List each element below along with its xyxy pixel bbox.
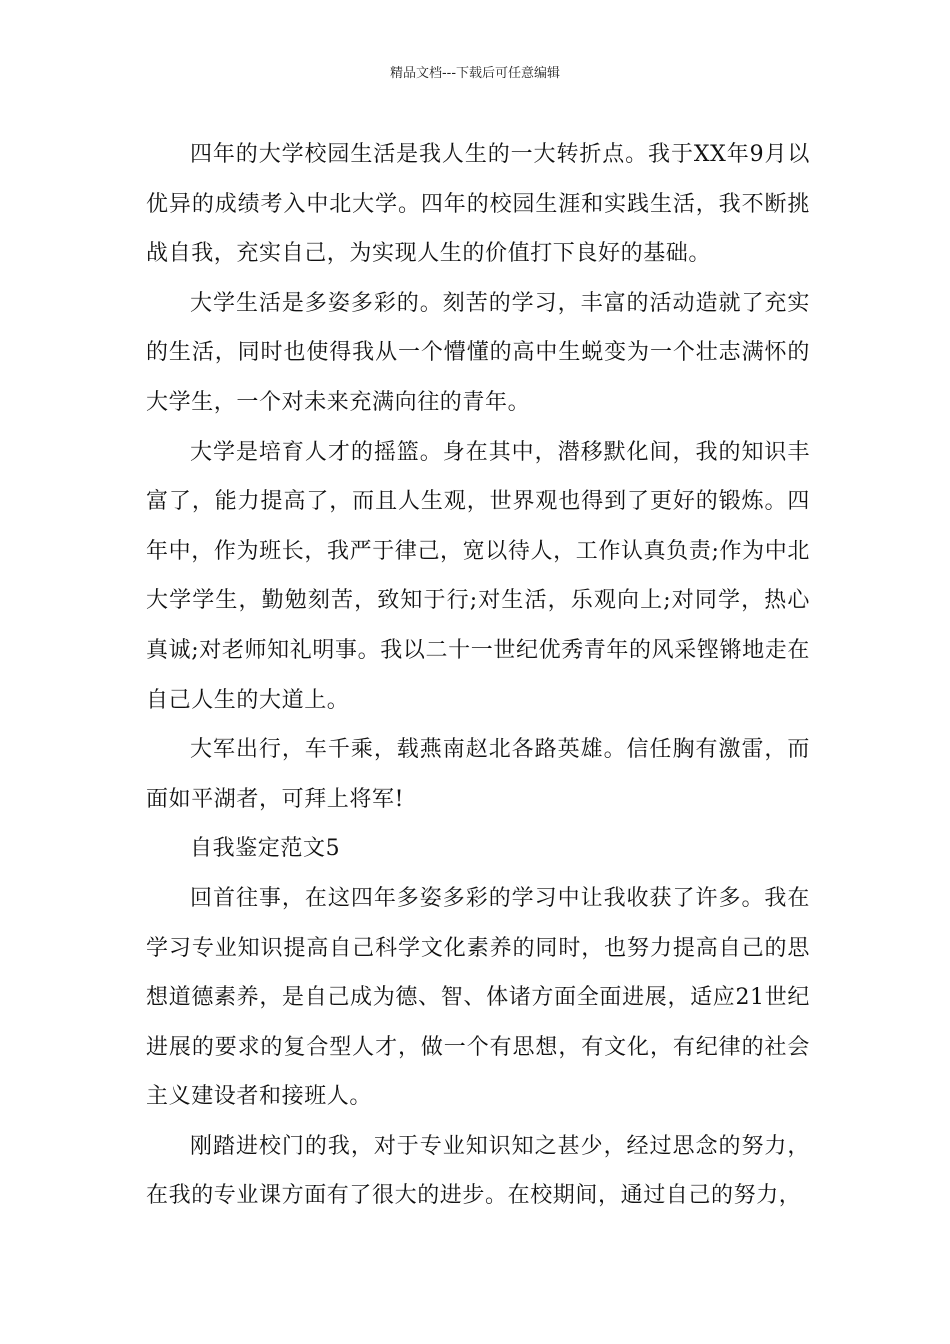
paragraph-3: 大学是培育人才的摇篮。身在其中，潜移默化间，我的知识丰富了，能力提高了，而且人生观，世界观也得到了更好的锻炼。四年中，作为班长，我严于律己，宽以待人，工作认真负责;作为中北大学学生，勤勉刻苦，致知于行;对生活，乐观向上;对同学，热心真诚;对老师知礼明事。我以二十一世纪优秀青年的风采铿锵地走在自己人生的大道上。 — [146, 439, 810, 713]
section-heading: 自我鉴定范文5 — [190, 836, 341, 862]
page-header: 精品文档---下载后可任意编辑 — [389, 66, 561, 81]
document-body — [146, 130, 810, 1221]
paragraph-6: 刚踏进校门的我，对于专业知识知之甚少，经过思念的努力，在我的专业课方面有了很大的进步。在校期间，通过自己的努力， — [146, 1133, 810, 1209]
paragraph-2: 大学生活是多姿多彩的。刻苦的学习，丰富的活动造就了充实的生活，同时也使得我从一个懵懂的高中生蜕变为一个壮志满怀的大学生，一个对未来充满向往的青年。 — [146, 290, 810, 415]
paragraph-4: 大军出行，车千乘，载燕南赵北各路英雄。信任胸有激雷，而面如平湖者，可拜上将军! — [146, 737, 810, 812]
paragraph-1: 四年的大学校园生活是我人生的一大转折点。我于XX年9月以优异的成绩考入中北大学。四年的校园生涯和实践生活，我不断挑战自我，充实自己，为实现人生的价值打下良好的基础。 — [146, 142, 810, 267]
paragraph-5: 回首往事，在这四年多姿多彩的学习中让我收获了许多。我在学习专业知识提高自己科学文化素养的同时，也努力提高自己的思想道德素养，是自己成为德、智、体诸方面全面进展，适应21世纪进展的要求的复合型人才，做一个有思想，有文化，有纪律的社会主义建设者和接班人。 — [146, 885, 810, 1110]
